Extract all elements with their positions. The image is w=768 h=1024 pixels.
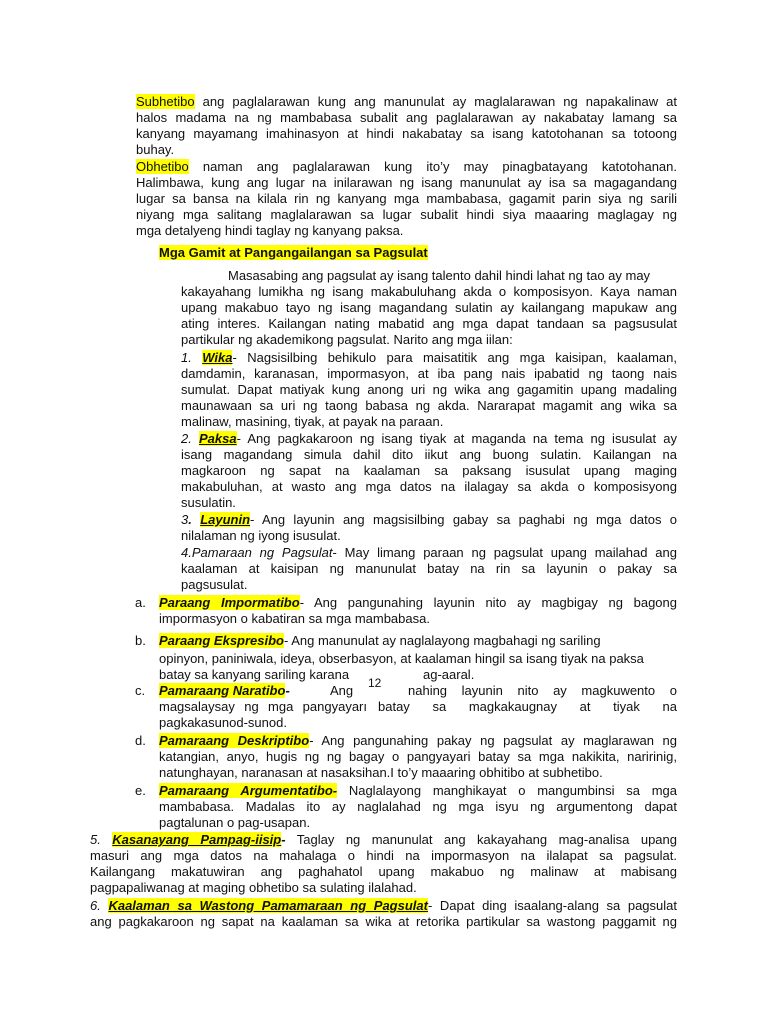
intro-line-2: kakayahang lumikha ng isang makabuluhang akda o komposisyon. Kaya naman <box>181 284 677 299</box>
subhetibo-line-2: halos madama na ng mambabasa subalit ang paglalarawan ay nakabatay lamang sa <box>136 110 677 125</box>
pamaraan-term: 4.Pamaraan ng Pagsulat <box>181 545 333 560</box>
subhetibo-line-4: buhay. <box>136 142 175 157</box>
kaalaman-line-2: ang pagkakaroon ng sapat na kaalaman sa wika at retorika partikular sa wastong paggamit ng <box>90 914 677 929</box>
layunin-line-2: nilalaman ng iyong isusulat. <box>181 528 341 543</box>
kasanayan-term: Kasanayang Pampag-iisip <box>112 832 282 847</box>
subhetibo-term: Subhetibo <box>136 94 195 109</box>
intro-line-1: Masasabing ang pagsulat ay isang talento dahil hindi lahat ng tao ay may <box>228 268 651 283</box>
sub-b-line-3a: batay sa kanyang sariling karana <box>159 667 350 682</box>
kasanayan-line-3: Kailangang makatuwiran ang paghahatol upang makabuo ng malinaw at mabisang <box>90 864 677 879</box>
argumentatibo-term: Pamaraang Argumentatibo- <box>159 783 338 798</box>
kaalaman-line-1: 6. Kaalaman sa Wastong Pamamaraan ng Pagsulat- Dapat ding isaalang-alang sa pagsulat <box>90 898 677 913</box>
obhetibo-line-5: mga detalyeng hindi taglay ng kanyang paksa. <box>136 223 404 238</box>
paksa-term: Paksa <box>198 431 237 446</box>
wika-line-5: malinaw, masining, tiyak, at payak na paraan. <box>181 414 444 429</box>
ekspresibo-term: Paraang Ekspresibo <box>159 633 284 648</box>
paksa-line-4: makabuluhan, at wasto ang mga datos na ilalagay sa akda o komposisyong <box>181 479 677 494</box>
sub-e-line-2: mambabasa. Madalas ito ay naglalahad ng mga isyu ng argumentong dapat <box>159 799 677 814</box>
intro-line-4: ating interes. Kailangan nating mabatid ang mga dapat tandaan sa pagsusulat <box>181 316 677 331</box>
sub-b-letter: b. <box>135 633 146 648</box>
pamaraan-line-3: pagsusulat. <box>181 577 248 592</box>
paksa-line-2: isang magandang simula dahil dito iikut ang buong sulatin. Kailangan na <box>181 447 677 462</box>
sub-e-line-1: Pamaraang Argumentatibo- Naglalayong manghikayat o mangumbinsi sa mga <box>159 783 677 798</box>
page-number: 12 <box>365 676 384 690</box>
wika-line-3: sumulat. Dapat matiyak kung anong uri ng wika ang gagamitin upang madaling <box>181 382 677 397</box>
kasanayan-line-4: pagpapaliwanag at maging obhetibo sa sulating ilalahad. <box>90 880 417 895</box>
sub-c-term-line: Pamaraang Naratibo- <box>159 683 290 698</box>
paksa-line-3: magkaroon ng sapat na kaalaman sa paksang isusulat upang maging <box>181 463 677 478</box>
subhetibo-line-3: kanyang mayamang imahinasyon at hindi nakabatay sa isang katotohanan sa totoong <box>136 126 677 141</box>
obhetibo-line-3: lugar sa bansa na kilala rin ng kanyang mga mambabasa, gagamit parin siya ng sarili <box>136 191 677 206</box>
paksa-line-1: 2. Paksa- Ang pagkakaroon ng isang tiyak at maganda na tema ng isusulat ay <box>181 431 677 446</box>
kasanayan-line-2: masuri ang mga datos na mahalaga o hindi na impormasyon na ilalapat sa pagsulat. <box>90 848 677 863</box>
paksa-line-5: susulatin. <box>181 495 236 510</box>
wika-term: Wika <box>202 350 233 365</box>
sub-d-line-1: Pamaraang Deskriptibo- Ang pangunahing pakay ng pagsulat ay maglarawan ng <box>159 733 677 748</box>
sub-a-line-2: impormasyon o kabatiran sa mga mambabasa. <box>159 611 430 626</box>
deskriptibo-term: Pamaraang Deskriptibo <box>159 733 310 748</box>
sub-d-line-3: natunghayan, naranasan at nasaksihan.I to’y maaaring obhitibo at subhetibo. <box>159 765 603 780</box>
sub-b-line-1: Paraang Ekspresibo- Ang manunulat ay naglalayong magbahagi ng sariling <box>159 633 601 648</box>
kaalaman-term: Kaalaman sa Wastong Pamamaraan ng Pagsulat <box>108 898 428 913</box>
wika-line-1: 1. Wika- Nagsisilbing behikulo para maisatitik ang mga kaisipan, kaalaman, <box>181 350 677 365</box>
sub-e-letter: e. <box>135 783 146 798</box>
kasanayan-line-1: 5. Kasanayang Pampag-iisip- Taglay ng manunulat ang kakayahang mag-analisa upang <box>90 832 677 847</box>
sub-a-line-1: Paraang Impormatibo- Ang pangunahing layunin nito ay magbigay ng bagong <box>159 595 677 610</box>
sub-e-line-3: pagtalunan o pag-usapan. <box>159 815 311 830</box>
sub-c-line-1-mid: Ang <box>330 683 354 698</box>
intro-line-5: partikular ng akademikong pagsulat. Narito ang mga iilan: <box>181 332 513 347</box>
intro-line-3: upang makabuo tayo ng isang magandang sulatin ay kailangang mapukaw ang <box>181 300 677 315</box>
sub-c-line-2b: batay sa magkakaugnay at tiyak na <box>378 699 677 714</box>
sub-c-line-1-end: nahing layunin nito ay magkuwento o <box>408 683 677 698</box>
sub-d-letter: d. <box>135 733 146 748</box>
wika-line-2: damdamin, karanasan, impormasyon, at iba pang nais ipabatid ng taong nais <box>181 366 677 381</box>
obhetibo-line-2: Halimbawa, kung ang lugar na inilarawan ng isang manunulat ay isa sa magagandang <box>136 175 677 190</box>
pamaraan-line-2: kaalaman at kaisipan ng manunulat batay na rin sa layunin o pakay sa <box>181 561 677 576</box>
sub-c-line-3: pagkakasunod-sunod. <box>159 715 287 730</box>
obhetibo-line-1: Obhetibo naman ang paglalarawan kung ito’y may pinagbatayang katotohanan. <box>136 159 677 174</box>
naratibo-term: Pamaraang Naratibo <box>159 683 286 698</box>
layunin-line-1: 3. Layunin- Ang layunin ang magsisilbing gabay sa paghabi ng mga datos o <box>181 512 677 527</box>
sub-c-line-2a: magsalaysay ng mga pangyayarı <box>159 699 367 714</box>
pamaraan-line-1: 4.Pamaraan ng Pagsulat- May limang paraan ng pagsulat upang mailahad ang <box>181 545 677 560</box>
section-heading: Mga Gamit at Pangangailangan sa Pagsulat <box>159 245 428 260</box>
subhetibo-line-1: Subhetibo ang paglalarawan kung ang manunulat ay maglalarawan ng napakalinaw at <box>136 94 677 109</box>
sub-a-letter: a. <box>135 595 146 610</box>
obhetibo-line-4: niyang mga salitang maglalarawan sa lugar subalit hindi siya maaaring maglagay ng <box>136 207 677 222</box>
wika-line-4: maunawaan sa uri ng taong babasa ng akda. Nararapat magamit ang wika sa <box>181 398 677 413</box>
sub-b-line-3b: ag-aaral. <box>423 667 475 682</box>
layunin-term: Layunin <box>200 512 251 527</box>
obhetibo-term: Obhetibo <box>136 159 189 174</box>
sub-d-line-2: katangian, anyo, hugis ng ng bagay o pangyayari batay sa mga nakikita, naririnig, <box>159 749 677 764</box>
impormatibo-term: Paraang Impormatibo <box>159 595 300 610</box>
sub-b-line-2: opinyon, paniniwala, ideya, obserbasyon, at kaalaman hingil sa isang tiyak na paksa <box>159 651 644 666</box>
sub-c-letter: c. <box>135 683 146 698</box>
